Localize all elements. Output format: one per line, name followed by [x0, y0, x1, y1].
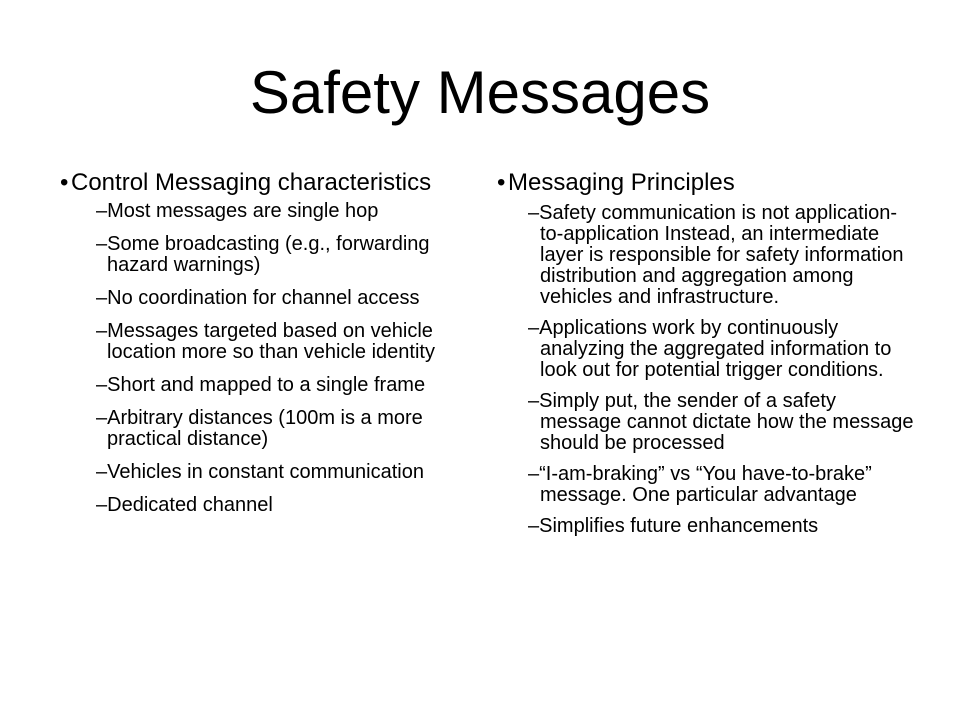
slide-title: Safety Messages — [249, 59, 711, 126]
dash-icon: – — [528, 390, 540, 412]
right-sub-list — [497, 203, 917, 537]
right-heading — [497, 170, 917, 195]
bullet-icon: • — [60, 169, 69, 196]
left-heading-text: Control Messaging characteristics — [71, 169, 432, 196]
bullet-icon: • — [497, 169, 506, 196]
left-heading — [60, 170, 440, 195]
dash-icon: – — [96, 287, 108, 309]
right-column — [497, 170, 917, 547]
list-item: –Safety communication is not application-to-application Instead, an intermediate layer is responsible for safety information distribution and aggregation among vehicles and infrastructure. — [528, 202, 904, 308]
dash-icon: – — [96, 407, 108, 429]
dash-icon: – — [96, 320, 108, 342]
list-item: –Simplifies future enhancements — [528, 515, 819, 537]
dash-icon: – — [96, 233, 108, 255]
right-heading-text: Messaging Principles — [508, 169, 735, 196]
dash-icon: – — [96, 494, 108, 516]
list-item: –Applications work by continuously analyzing the aggregated information to look out for potential trigger conditions. — [528, 317, 892, 381]
list-item: –Messages targeted based on vehicle location more so than vehicle identity — [96, 320, 435, 363]
list-item: –Some broadcasting (e.g., forwarding hazard warnings) — [96, 233, 430, 276]
dash-icon: – — [528, 202, 540, 224]
left-sub-list — [60, 201, 440, 516]
list-item: –Most messages are single hop — [96, 200, 379, 222]
list-item: –Arbitrary distances (100m is a more practical distance) — [96, 407, 423, 450]
dash-icon: – — [96, 461, 108, 483]
list-item: –Vehicles in constant communication — [96, 461, 424, 483]
left-column — [60, 170, 440, 528]
list-item: –No coordination for channel access — [96, 287, 420, 309]
dash-icon: – — [96, 200, 108, 222]
dash-icon: – — [528, 515, 540, 537]
dash-icon: – — [528, 463, 540, 485]
list-item: –“I-am-braking” vs “You have-to-brake” message. One particular advantage — [528, 463, 872, 506]
list-item: –Dedicated channel — [96, 494, 273, 516]
dash-icon: – — [96, 374, 108, 396]
list-item: –Simply put, the sender of a safety message cannot dictate how the message should be processed — [528, 390, 914, 454]
dash-icon: – — [528, 317, 540, 339]
list-item: –Short and mapped to a single frame — [96, 374, 426, 396]
